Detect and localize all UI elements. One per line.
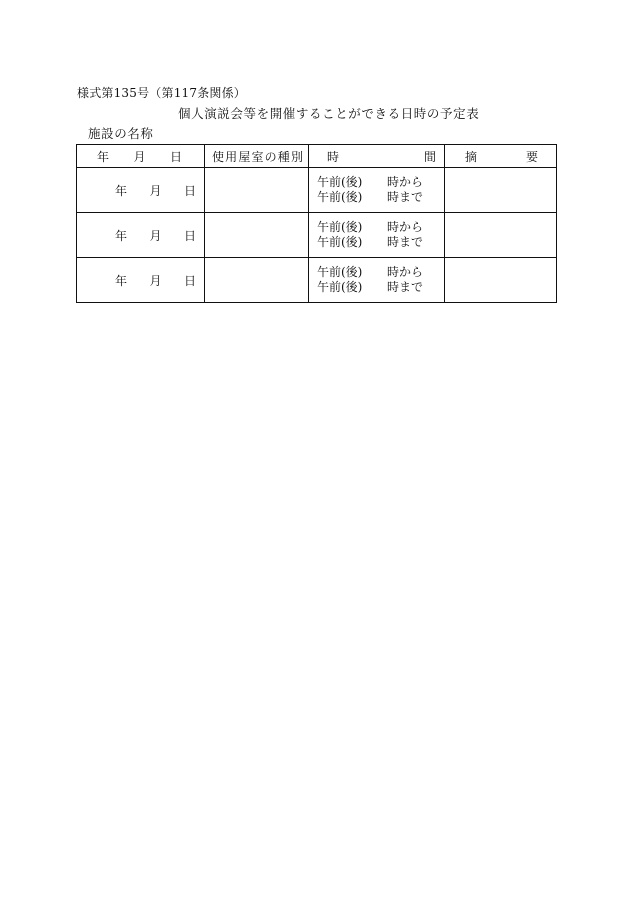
table-row [77, 213, 557, 258]
time-to-line [317, 235, 444, 250]
header-year: 年 [97, 149, 110, 164]
day-label: 日 [183, 228, 196, 243]
header-room-char: 種 [277, 149, 290, 164]
header-day: 日 [169, 149, 182, 164]
room-type-cell[interactable] [205, 213, 309, 258]
month-label: 月 [149, 183, 162, 198]
from-suffix: 時から [387, 220, 424, 234]
ampm-label: 午前(後) [317, 220, 363, 234]
to-suffix: 時まで [387, 190, 424, 204]
column-header-room-type [205, 145, 309, 168]
ampm-label: 午前(後) [317, 265, 363, 279]
date-cell[interactable] [77, 213, 205, 258]
header-month: 月 [133, 149, 146, 164]
month-label: 月 [149, 273, 162, 288]
from-suffix: 時から [387, 175, 424, 189]
header-remarks-char: 要 [525, 149, 538, 164]
header-room-char: 用 [225, 149, 238, 164]
year-label: 年 [115, 183, 128, 198]
day-label: 日 [183, 183, 196, 198]
time-from-line [317, 265, 444, 280]
time-to-line [317, 190, 444, 205]
header-remarks-char: 摘 [465, 149, 478, 164]
to-suffix: 時まで [387, 280, 424, 294]
remarks-cell[interactable] [445, 168, 557, 213]
room-type-cell[interactable] [205, 168, 309, 213]
ampm-label: 午前(後) [317, 235, 363, 249]
time-to-line [317, 280, 444, 295]
time-from-line [317, 220, 444, 235]
schedule-table [76, 144, 557, 303]
time-cell[interactable] [309, 213, 445, 258]
table-row [77, 168, 557, 213]
header-time-char: 時 [327, 149, 340, 164]
day-label: 日 [183, 273, 196, 288]
header-room-char: 屋 [238, 149, 251, 164]
year-label: 年 [115, 228, 128, 243]
time-from-line [317, 175, 444, 190]
header-room-char: 別 [290, 149, 303, 164]
header-time-char: 間 [423, 149, 436, 164]
column-header-remarks [445, 145, 557, 168]
remarks-cell[interactable] [445, 213, 557, 258]
ampm-label: 午前(後) [317, 280, 363, 294]
column-header-date [77, 145, 205, 168]
remarks-cell[interactable] [445, 258, 557, 303]
header-room-char: 使 [212, 149, 225, 164]
time-cell[interactable] [309, 168, 445, 213]
header-room-char: の [264, 149, 277, 164]
month-label: 月 [149, 228, 162, 243]
date-cell[interactable] [77, 168, 205, 213]
ampm-label: 午前(後) [317, 175, 363, 189]
time-cell[interactable] [309, 258, 445, 303]
to-suffix: 時まで [387, 235, 424, 249]
year-label: 年 [115, 273, 128, 288]
room-type-cell[interactable] [205, 258, 309, 303]
header-room-char: 室 [251, 149, 264, 164]
table-row [77, 258, 557, 303]
from-suffix: 時から [387, 265, 424, 279]
facility-name-label: 施設の名称 [88, 126, 154, 141]
ampm-label: 午前(後) [317, 190, 363, 204]
form-number: 様式第135号（第117条関係） [77, 86, 247, 100]
document-title: 個人演説会等を開催することができる日時の予定表 [178, 106, 480, 121]
header-row [77, 145, 557, 168]
column-header-time [309, 145, 445, 168]
date-cell[interactable] [77, 258, 205, 303]
